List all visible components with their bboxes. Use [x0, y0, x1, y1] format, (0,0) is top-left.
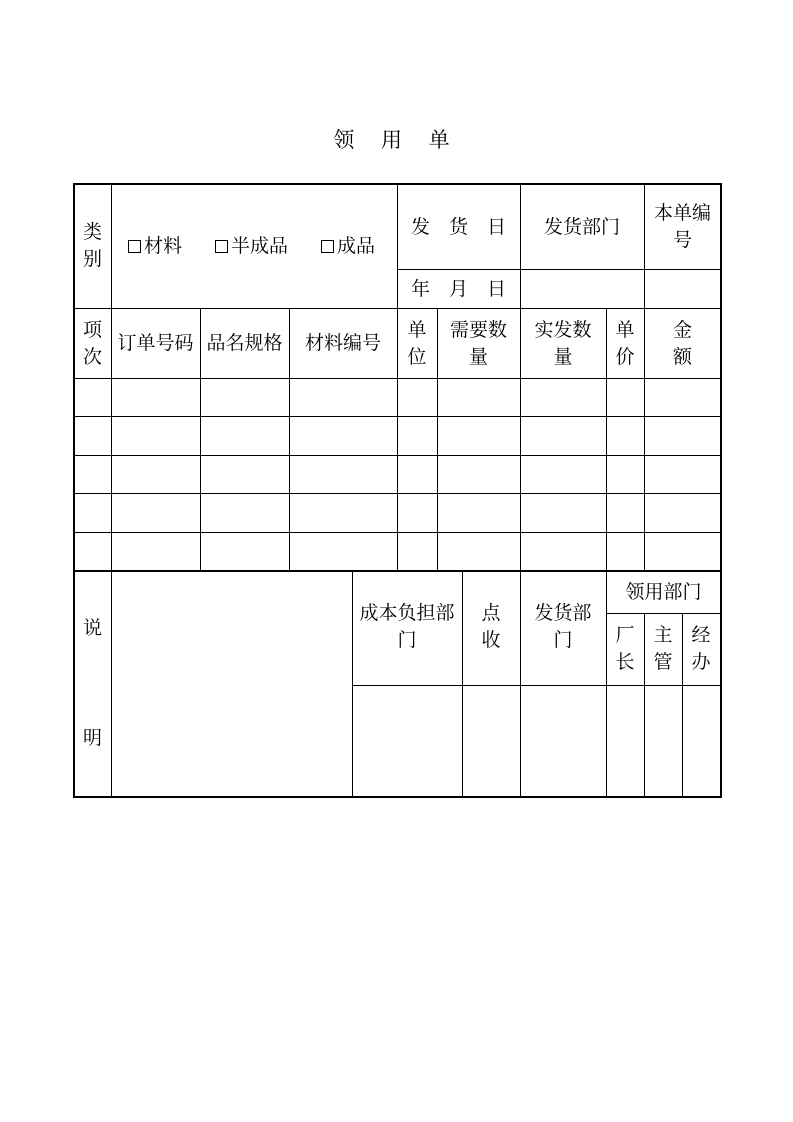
col-amount: 金 额	[672, 319, 692, 368]
handler-label: 经 办	[691, 624, 711, 673]
table-border-right	[720, 183, 722, 798]
remarks-field[interactable]	[112, 572, 352, 796]
grid-line	[74, 532, 721, 533]
checkbox-icon[interactable]	[321, 240, 334, 253]
col-qty-required: 需要数 量	[449, 319, 507, 368]
grid-line	[74, 455, 721, 456]
col-unit-price: 单 价	[615, 319, 635, 368]
col-product-spec: 品名规格	[206, 332, 283, 354]
table-border-left	[73, 183, 75, 798]
grid-line	[74, 378, 721, 379]
ship-date-label: 发 货 日	[410, 216, 506, 238]
ship-dept-footer-label: 发货部 门	[534, 602, 592, 651]
checkbox-icon[interactable]	[128, 240, 141, 253]
grid-line	[606, 613, 721, 614]
checkbox-material[interactable]: 材料	[128, 233, 182, 260]
cost-dept-label: 成本负担部 门	[359, 602, 455, 651]
req-dept-label: 领用部门	[625, 581, 702, 603]
grid-line	[74, 493, 721, 494]
form-title: 领 用 单	[333, 128, 460, 152]
grid-line	[606, 308, 607, 797]
supervisor-label: 主 管	[653, 624, 673, 673]
grid-line	[520, 184, 521, 797]
ship-date-value[interactable]: 年 月 日	[410, 278, 506, 300]
remarks-label-1: 说	[82, 617, 102, 639]
col-order-no: 订单号码	[117, 332, 194, 354]
grid-line	[397, 269, 721, 270]
grid-line	[352, 685, 721, 686]
remarks-label-2: 明	[82, 727, 102, 749]
form-no-label: 本单编 号	[653, 202, 711, 251]
category-label: 类 别	[82, 221, 102, 270]
grid-line	[74, 416, 721, 417]
col-qty-issued: 实发数 量	[534, 319, 592, 368]
inspect-label: 点 收	[481, 602, 501, 651]
ship-dept-label: 发货部门	[543, 216, 620, 238]
checkbox-semi-finished[interactable]: 半成品	[215, 233, 288, 260]
factory-mgr-label: 厂 长	[615, 624, 635, 673]
checkbox-finished[interactable]: 成品	[321, 233, 375, 260]
col-item-no: 项 次	[82, 319, 102, 368]
checkbox-icon[interactable]	[215, 240, 228, 253]
col-unit: 单 位	[407, 319, 427, 368]
table-border-bottom	[73, 796, 722, 798]
col-material-no: 材料编号	[304, 332, 381, 354]
